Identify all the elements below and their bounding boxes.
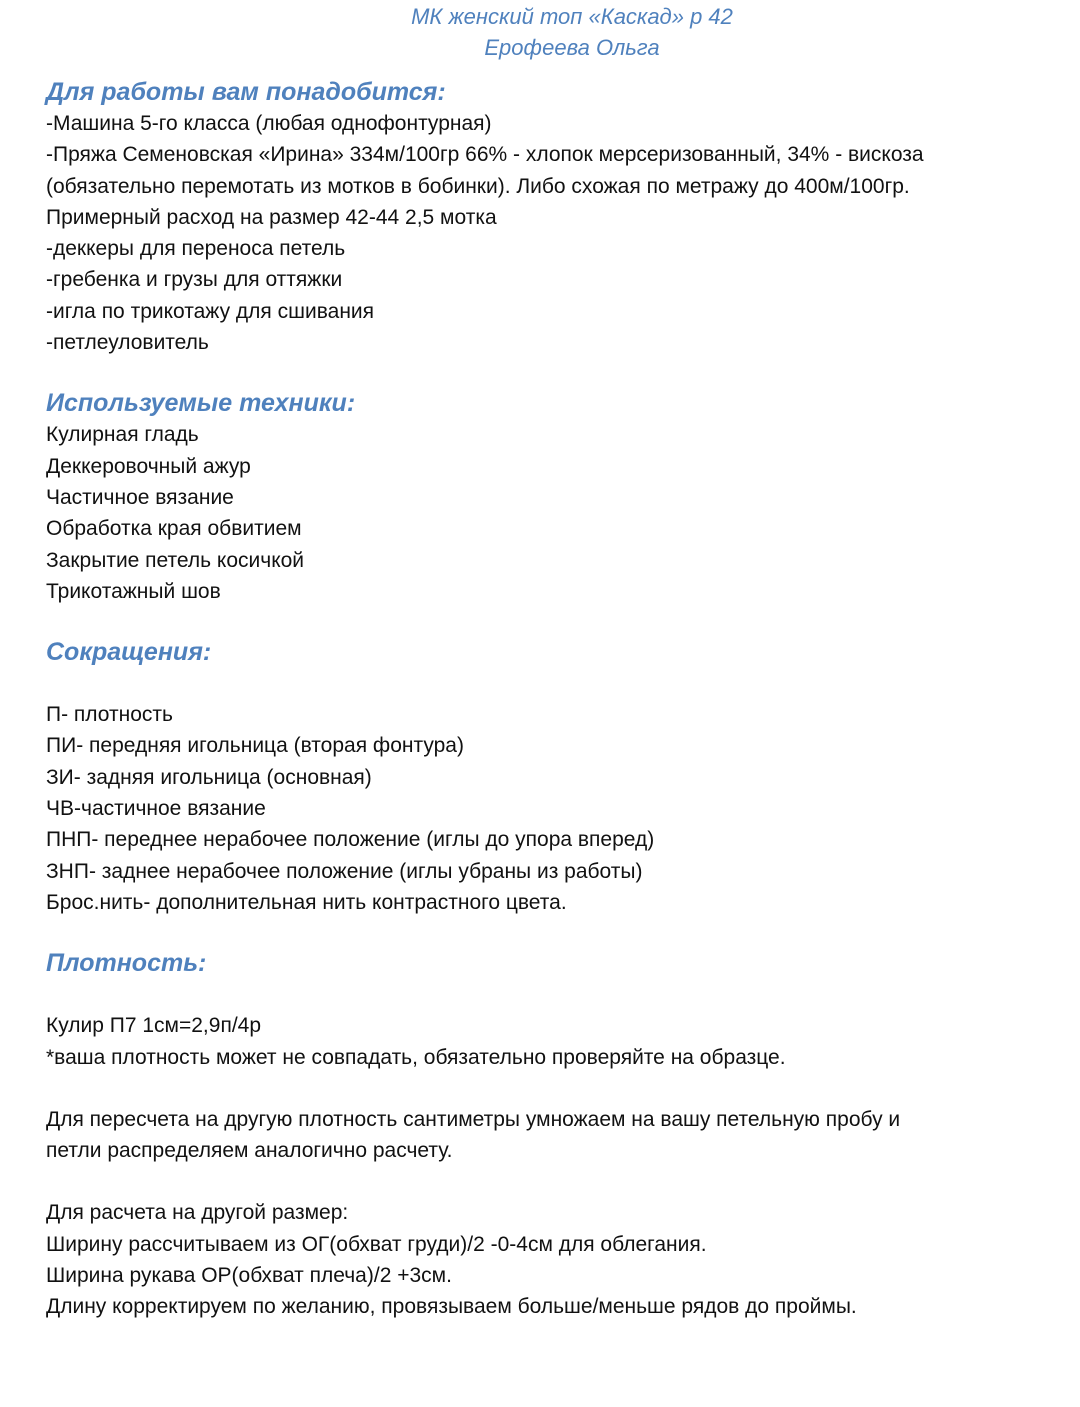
materials-line: (обязательно перемотать из мотков в бобинки). Либо схожая по метражу до 400м/100гр. [46,174,910,198]
density-section [46,947,1046,1322]
materials-list [46,108,1046,358]
materials-line: -Пряжа Семеновская «Ирина» 334м/100гр 66% - хлопок мерсеризованный, 34% - вискоза [46,143,924,167]
technique-item: Обработка края обвитием [46,517,302,541]
abbreviation-item: ПИ- передняя игольница (вторая фонтура) [46,734,464,758]
spacer [46,918,1046,947]
spacer [46,979,1046,1010]
abbreviation-item: Брос.нить- дополнительная нить контрастного цвета. [46,890,567,914]
density-note: *ваша плотность может не совпадать, обязательно проверяйте на образце. [46,1045,786,1069]
materials-heading: Для работы вам понадобится: [46,78,446,106]
size-length-rule: Длину корректируем по желанию, провязываем больше/меньше рядов до проймы. [46,1295,857,1319]
spacer [46,607,1046,636]
abbreviations-section [46,636,1046,918]
density-gauge: Кулир П7 1см=2,9п/4р [46,1014,262,1038]
technique-item: Частичное вязание [46,485,234,509]
technique-item: Закрытие петель косичкой [46,548,305,572]
technique-item: Трикотажный шов [46,579,221,603]
density-recalc-line: Для пересчета на другую плотность сантиметры умножаем на вашу петельную пробу и [46,1107,901,1131]
materials-section [46,76,1046,358]
abbreviation-item: ЗИ- задняя игольница (основная) [46,765,372,789]
materials-line: Примерный расход на размер 42-44 2,5 мотка [46,205,497,229]
spacer [46,1073,1046,1104]
density-recalc-line: петли распределяем аналогично расчету. [46,1139,453,1163]
materials-line: -Машина 5-го класса (любая однофонтурная) [46,112,492,135]
techniques-section [46,387,1046,607]
abbreviations-heading: Сокращения: [46,638,212,667]
document-author: Ерофеева Ольга [484,35,660,60]
document-header [64,0,1080,63]
spacer [46,668,1046,699]
technique-item: Деккеровочный ажур [46,454,251,478]
size-intro: Для расчета на другой размер: [46,1201,349,1225]
abbreviation-item: ЗНП- заднее нерабочее положение (иглы убраны из работы) [46,859,643,883]
techniques-heading: Используемые техники: [46,389,356,418]
materials-line: -игла по трикотажу для сшивания [46,299,375,323]
technique-item: Кулирная гладь [46,423,199,447]
spacer [46,1166,1046,1197]
abbreviation-item: П- плотность [46,703,173,727]
techniques-list [46,419,1046,607]
materials-line: -петлеуловитель [46,331,209,355]
materials-line: -гребенка и грузы для оттяжки [46,268,343,292]
materials-line: -деккеры для переноса петель [46,237,346,261]
size-width-rule: Ширину рассчитываем из ОГ(обхват груди)/2 -0-4см для облегания. [46,1232,707,1256]
abbreviation-item: ЧВ-частичное вязание [46,797,266,821]
abbreviations-list [46,699,1046,918]
spacer [46,358,1046,387]
document-body [46,76,1046,1323]
document-title: МК женский топ «Каскад» р 42 [411,4,733,29]
density-heading: Плотность: [46,949,207,978]
abbreviation-item: ПНП- переднее нерабочее положение (иглы до упора вперед) [46,828,655,852]
size-sleeve-rule: Ширина рукава ОР(обхват плеча)/2 +3см. [46,1264,452,1288]
